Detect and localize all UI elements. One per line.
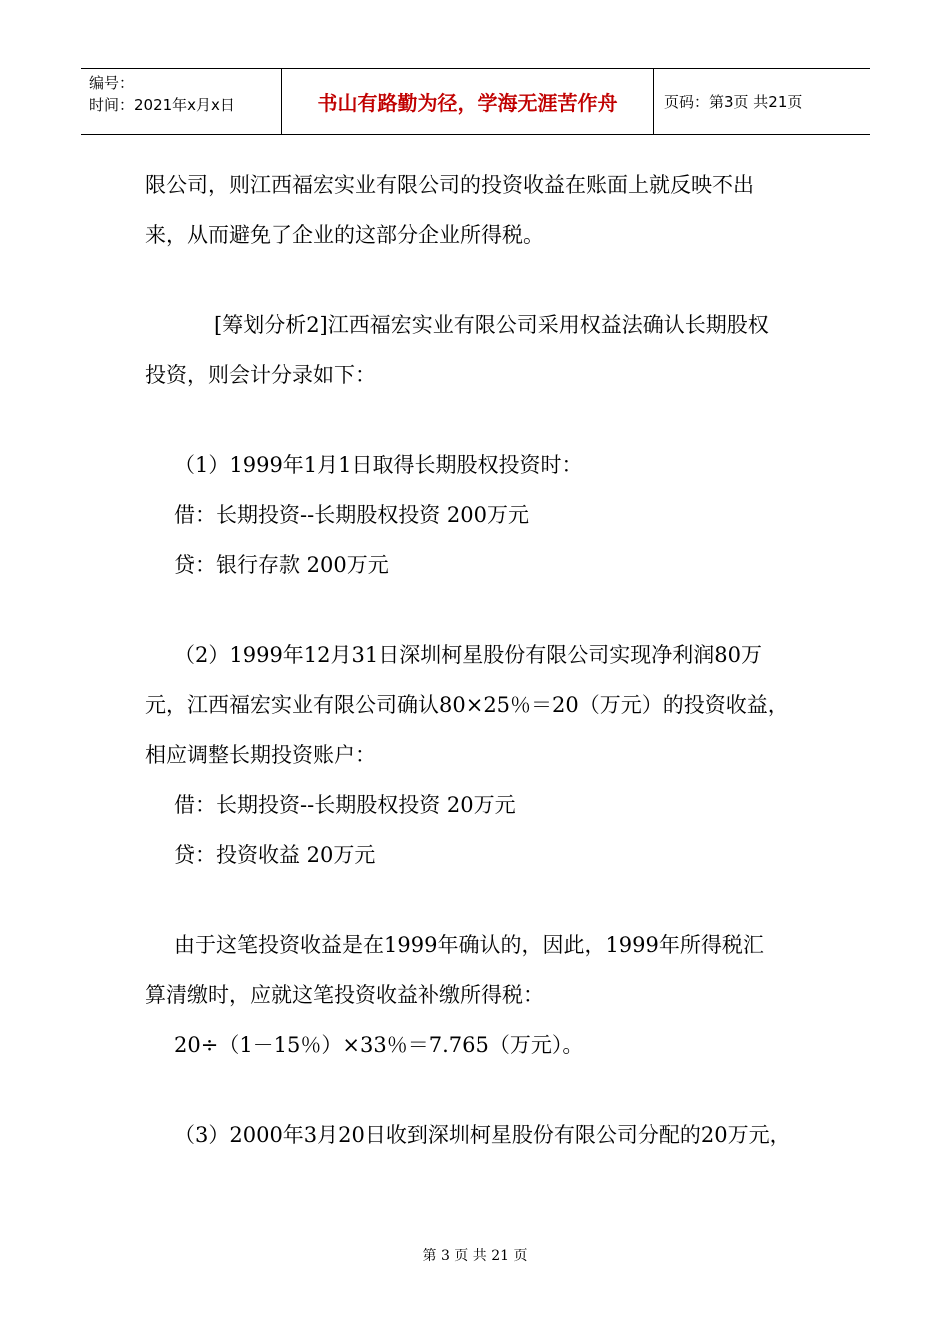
paragraph-line: （1）1999年1月1日取得长期股权投资时： [174, 453, 583, 477]
paragraph-line: 借：长期投资--长期股权投资 20万元 [174, 793, 516, 817]
paragraph-line: 投资，则会计分录如下： [145, 363, 376, 387]
header-meta [81, 69, 282, 134]
header-motto: 书山有路勤为径，学海无涯苦作舟 [282, 69, 654, 134]
paragraph-line: 贷：银行存款 200万元 [174, 553, 389, 577]
paragraph-line: 借：长期投资--长期股权投资 200万元 [174, 503, 529, 527]
paragraph-line: 由于这笔投资收益是在1999年确认的，因此，1999年所得税汇 [174, 933, 764, 957]
paragraph-line: 贷：投资收益 20万元 [174, 843, 376, 867]
page-header [81, 68, 870, 135]
number-label: 编号： [89, 74, 135, 92]
paragraph-line: 元，江西福宏实业有限公司确认80×25％＝20（万元）的投资收益， [145, 693, 789, 717]
paragraph-line: 20÷（1－15％）×33％＝7.765（万元）。 [174, 1033, 584, 1057]
document-body [145, 160, 835, 1160]
header-page-info: 页码：第3页 共21页 [664, 93, 803, 111]
paragraph-line: [筹划分析2]江西福宏实业有限公司采用权益法确认长期股权 [214, 313, 769, 337]
paragraph-line: （3）2000年3月20日收到深圳柯星股份有限公司分配的20万元， [174, 1123, 791, 1147]
time-label: 时间：2021年x月x日 [89, 96, 235, 114]
paragraph-line: 限公司，则江西福宏实业有限公司的投资收益在账面上就反映不出 [145, 173, 754, 197]
paragraph-line: 来，从而避免了企业的这部分企业所得税。 [145, 223, 544, 247]
paragraph-line: 算清缴时，应就这笔投资收益补缴所得税： [145, 983, 544, 1007]
paragraph-line: 相应调整长期投资账户： [145, 743, 376, 767]
page-footer: 第 3 页 共 21 页 [422, 1248, 528, 1264]
paragraph-line: （2）1999年12月31日深圳柯星股份有限公司实现净利润80万 [174, 643, 762, 667]
